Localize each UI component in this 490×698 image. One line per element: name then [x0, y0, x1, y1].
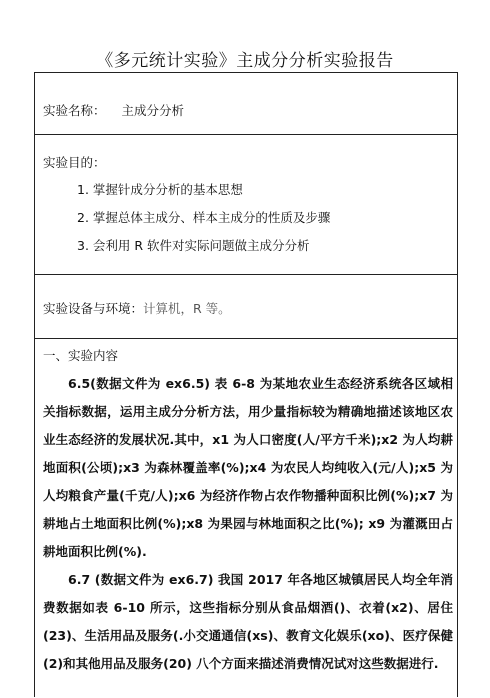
report-table — [34, 72, 458, 697]
experiment-name-value: 主成分分析 — [121, 103, 185, 118]
purpose-list — [77, 176, 330, 260]
equipment-label: 实验设备与环境： — [43, 301, 144, 316]
content-paragraph-1: 6.5(数据文件为 ex6.5) 表 6-8 为某地农业生态经济系统各区域相关指标数据，运用主成分分析方法，用少量指标较为精确地描述该地区农业生态经济的发展状况.其中，x1 为人口密度(人/平方千米);x2 为人均耕地面积(公顷);x3 为森林覆盖率(%);x4 为农民人均纯收入(元/人);x5 为人均粮食产量(千克/人);x6 为经济作物占农作物播种面积比例(%);x7 为耕地占土地面积比例(%);x8 为果园与林地面积之比(%); x9 为灌溉田占耕地面积比例(%). — [43, 376, 453, 559]
experiment-name-label: 实验名称： — [43, 103, 106, 118]
equipment-row — [35, 274, 457, 338]
equipment-value: 计算机，R 等。 — [143, 301, 231, 316]
purpose-item: 1. 掌握针成分分析的基本思想 — [77, 182, 243, 197]
purpose-item: 3. 会利用 R 软件对实际问题做主成分分析 — [77, 238, 310, 253]
content-row — [35, 338, 457, 698]
page-title: 《多元统计实验》主成分分析实验报告 — [96, 51, 394, 71]
purpose-item: 2. 掌握总体主成分、样本主成分的性质及步骤 — [77, 210, 331, 225]
purpose-label: 实验目的： — [43, 155, 106, 170]
experiment-name-row — [35, 73, 457, 134]
purpose-row — [35, 134, 457, 274]
experiment-name-field — [43, 101, 184, 119]
content-paragraph-2: 6.7 (数据文件为 ex6.7) 我国 2017 年各地区城镇居民人均全年消费数据如表 6-10 所示，这些指标分别从食品烟酒()、衣着(x2)、居住(23)、生活用品及服务(.小交通通信(xs)、教育文化娱乐(xo)、医疗保健(2)和其他用品及服务(20) 八个方面来描述消费情况试对这些数据进行. — [43, 572, 453, 671]
equipment-field — [43, 299, 231, 317]
content-heading: 一、实验内容 — [43, 348, 119, 363]
